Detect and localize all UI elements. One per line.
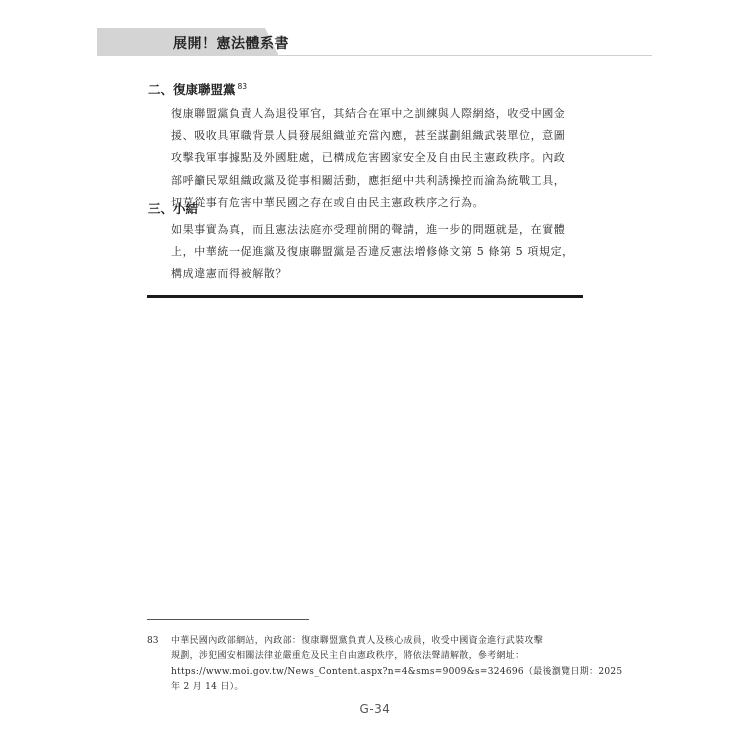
footnote-separator [147,619,309,620]
footnote-text [171,634,623,696]
page-number: G-34 [359,702,391,716]
footnote-number: 83 [147,636,159,646]
running-header [97,28,652,56]
section-3-paragraph [171,219,584,286]
paragraph-line: 如果事實為真，而且憲法法庭亦受理前開的聲請，進一步的問題就是，在實體 [171,223,566,236]
section-3 [148,199,588,286]
paragraph-line: 上，中華統一促進黨及復康聯盟黨是否違反憲法增修條文第 5 條第 5 項規定， [171,245,574,259]
paragraph-line: 切莫從事有危害中華民國之存在或自由民主憲政秩序之行為。 [171,195,485,209]
footnote-url-line: https://www.moi.gov.tw/News_Content.aspx?n=4&sms=9009&s=324696（最後瀏覽日期：2025 [171,666,623,677]
footnote-line: 年 2 月 14 日）。 [171,682,244,693]
paragraph-line: 援、吸收具軍職背景人員發展組織並充當內應，甚至謀劃組織武裝單位，意圖 [171,129,566,143]
section-2 [148,80,588,214]
section-end-rule [147,295,583,298]
section-2-heading [148,80,588,98]
paragraph-line: 構成違憲而得被解散？ [171,267,287,281]
book-title: 展開！憲法體系書 [173,36,289,52]
paragraph-line: 部呼籲民眾組織政黨及從事相關活動，應拒絕中共利誘操控而淪為統戰工具， [171,173,566,187]
paragraph-line: 攻擊我軍事據點及外國駐處，已構成危害國家安全及自由民主憲政秩序。內政 [171,151,566,165]
section-2-paragraph [171,103,584,214]
section-3-heading: 三、小結 [148,201,199,216]
section-2-title: 二、復康聯盟黨 [148,82,236,97]
header-rule [279,55,652,56]
paragraph-line: 復康聯盟黨負責人為退役軍官，其結合在軍中之訓練與人際網絡，收受中國金 [171,107,566,120]
footnote-line: 中華民國內政部網站，內政部：復康聯盟黨負責人及核心成員，收受中國資金進行武裝攻擊 [171,636,544,646]
footnote-line: 規劃，涉犯國安相關法律並嚴重危及民主自由憲政秩序，將依法聲請解散，參考網址： [171,651,525,662]
footnote-ref-83: 83 [237,81,248,91]
